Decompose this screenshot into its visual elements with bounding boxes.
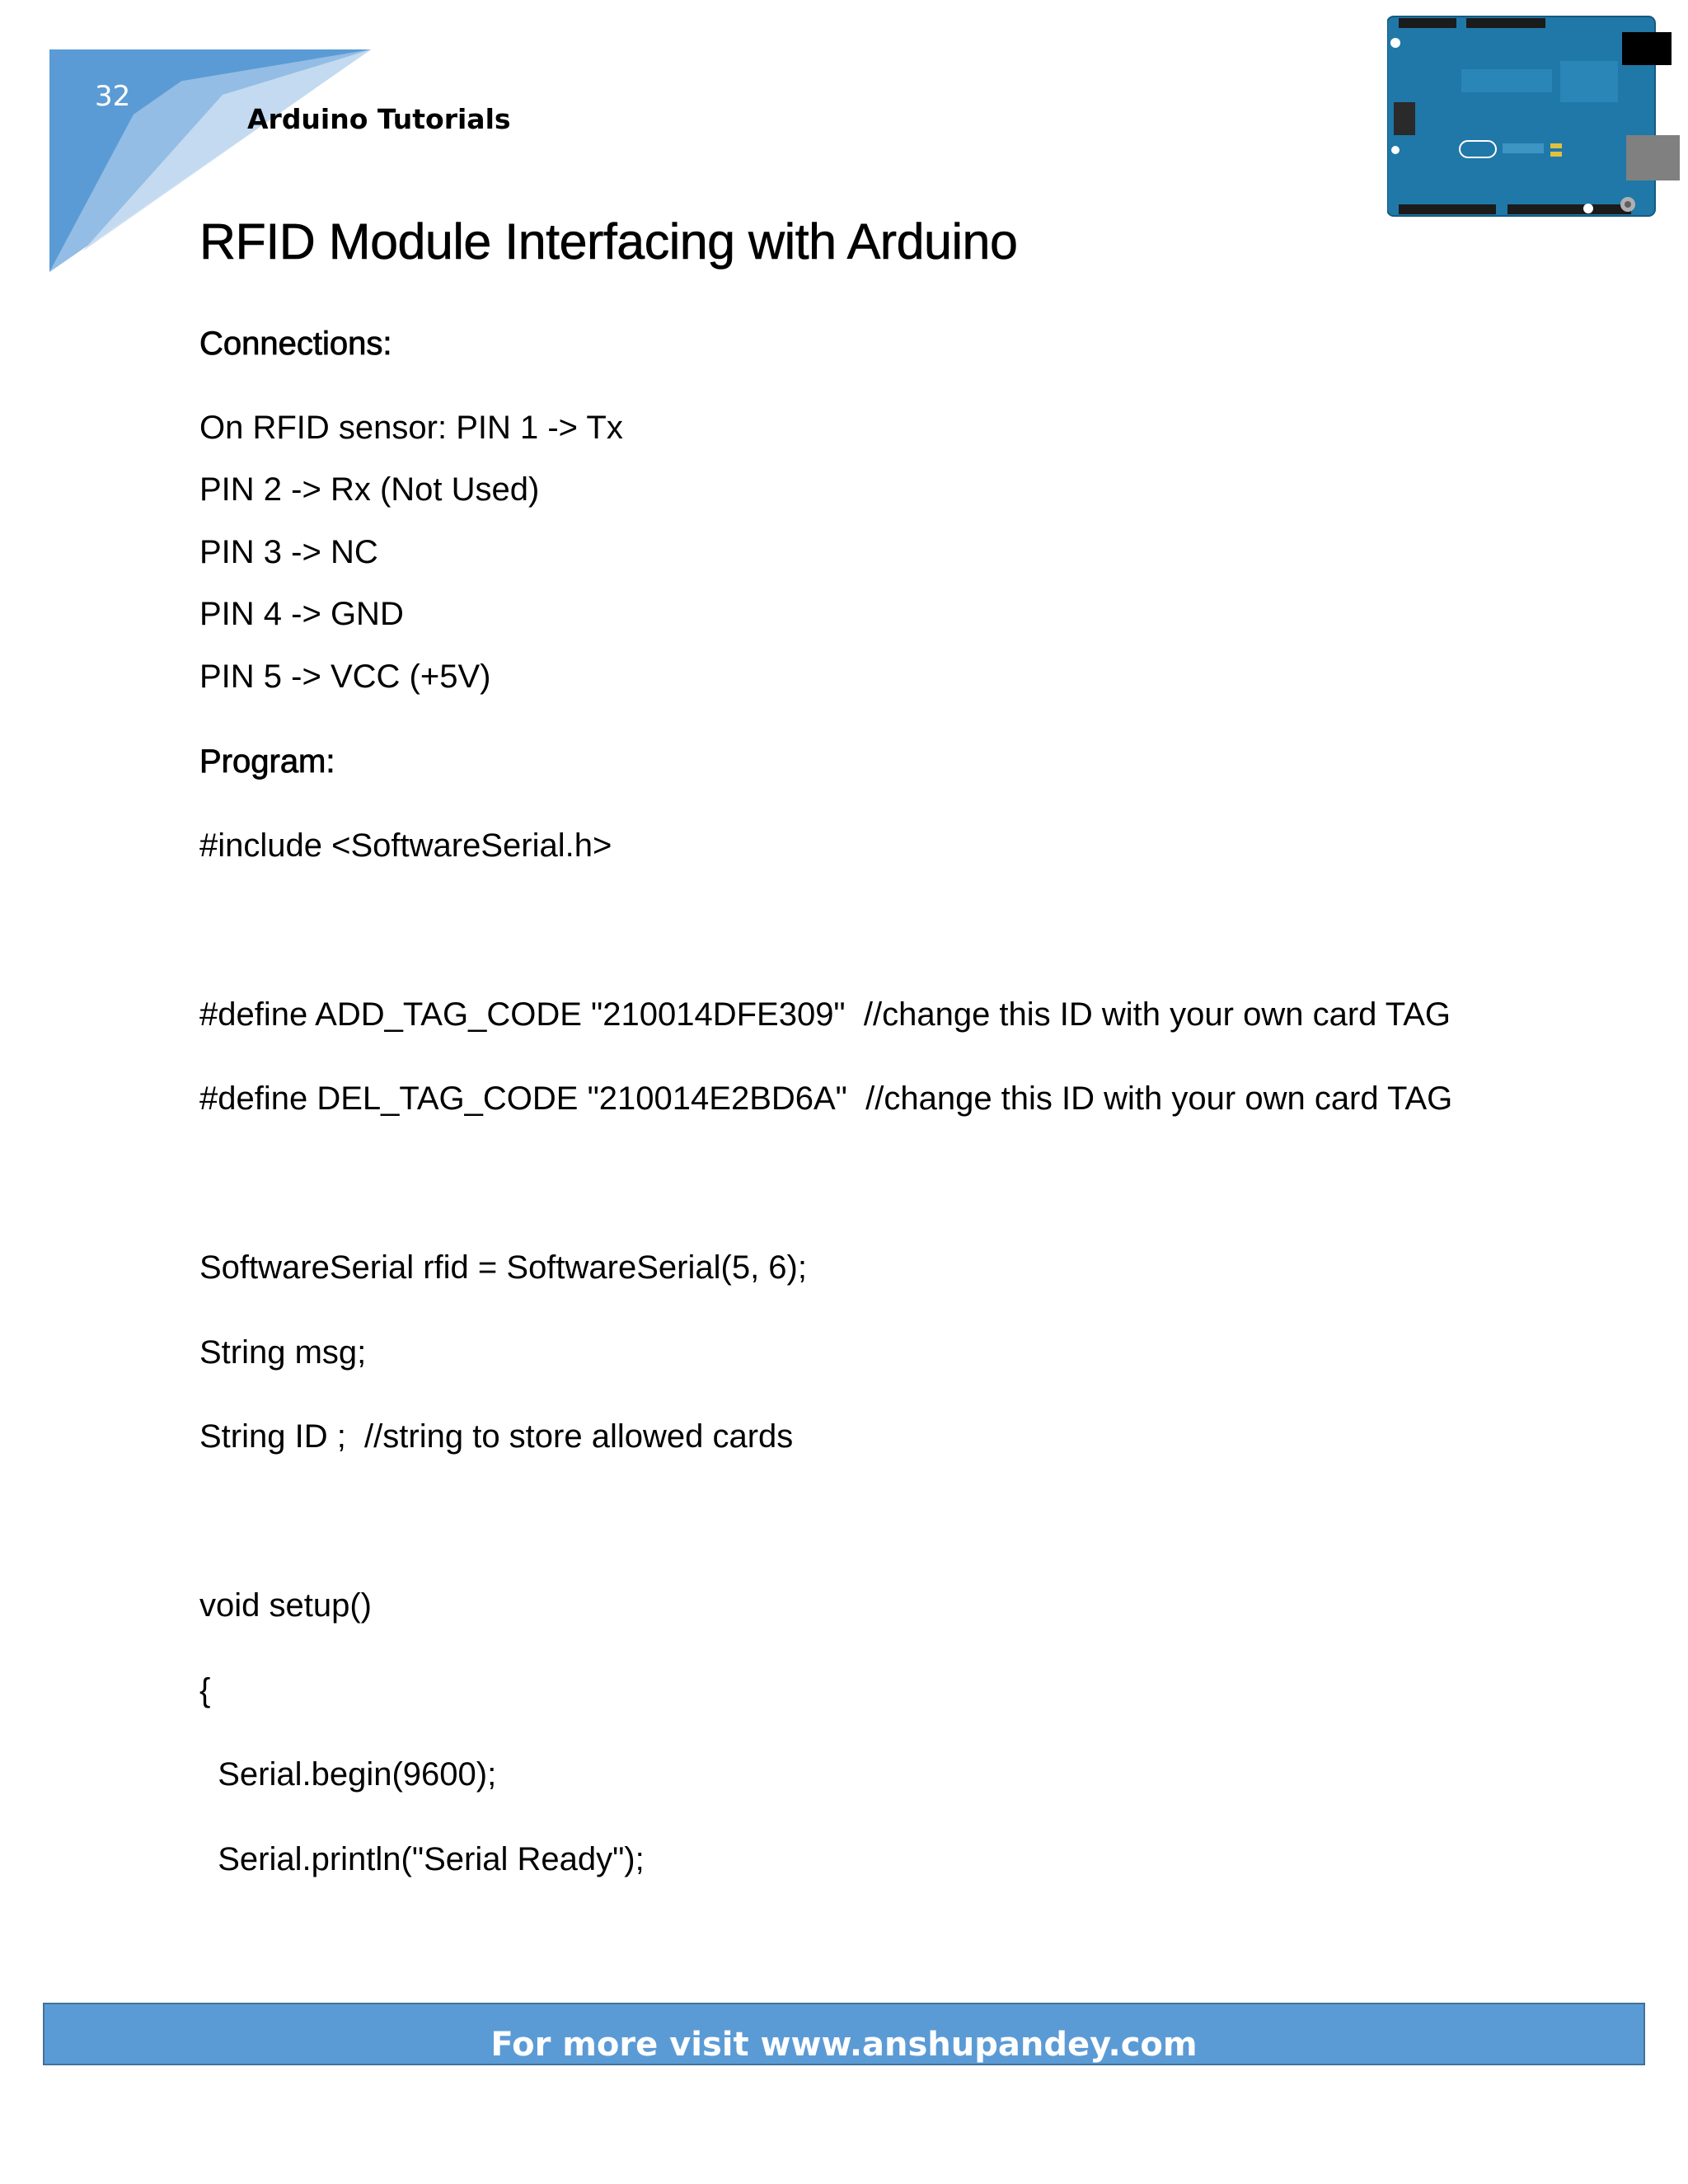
connection-line: On RFID sensor: PIN 1 -> Tx [199, 410, 623, 446]
page-title: RFID Module Interfacing with Arduino [199, 213, 1018, 269]
page-number: 32 [95, 80, 131, 113]
running-header-title: Arduino Tutorials [247, 103, 511, 135]
program-heading: Program: [199, 743, 335, 780]
code-line: Serial.begin(9600); [199, 1756, 497, 1793]
connection-line: PIN 3 -> NC [199, 534, 378, 570]
connection-line: PIN 4 -> GND [199, 596, 404, 632]
code-line: #include <SoftwareSerial.h> [199, 827, 612, 864]
code-line: void setup() [199, 1587, 372, 1624]
arduino-uno-board-icon [1387, 12, 1680, 219]
footer-bar [43, 2003, 1645, 2065]
code-line: #define ADD_TAG_CODE "210014DFE309" //change this ID with your own card TAG [199, 996, 1451, 1033]
code-line: String msg; [199, 1334, 367, 1371]
connection-line: PIN 2 -> Rx (Not Used) [199, 471, 540, 508]
code-line: #define DEL_TAG_CODE "210014E2BD6A" //change this ID with your own card TAG [199, 1080, 1453, 1117]
code-line: SoftwareSerial rfid = SoftwareSerial(5, 6); [199, 1249, 807, 1286]
code-line: { [199, 1672, 211, 1708]
code-line: String ID ; //string to store allowed cards [199, 1418, 794, 1455]
connection-line: PIN 5 -> VCC (+5V) [199, 658, 491, 695]
footer-link-text[interactable]: For more visit www.anshupandey.com [490, 2026, 1198, 2064]
connections-heading: Connections: [199, 326, 392, 362]
code-line: Serial.println("Serial Ready"); [199, 1841, 645, 1877]
